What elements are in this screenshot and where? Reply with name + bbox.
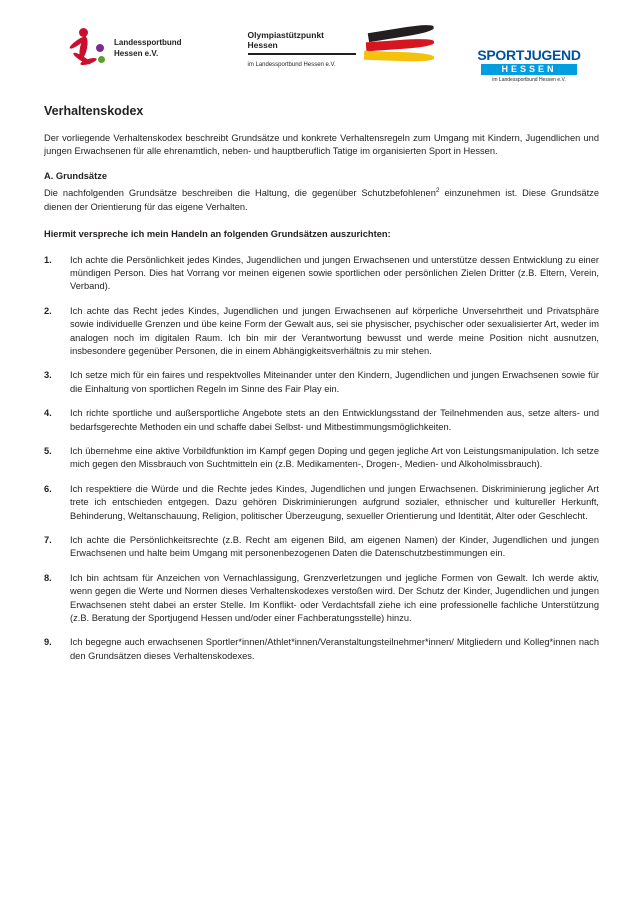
landessportbund-line1: Landessportbund — [114, 38, 182, 47]
list-item — [44, 636, 599, 663]
olympiastuetzpunkt-hessen-logo — [248, 26, 438, 72]
sportjugend-sub: HESSEN — [481, 64, 577, 75]
list-item-number: 9. — [44, 637, 52, 648]
list-item-text: Ich richte sportliche und außersportliche Angebote stets an den Entwicklungsstand der Teilnehmenden aus, setze alters- und bedarfsgerechte Methoden ein und schaffe dabei Selbst- und Mitbestimmungsmöglichkeiten. — [70, 408, 599, 432]
section-a-paragraph — [44, 184, 599, 214]
list-item-number: 7. — [44, 535, 52, 546]
list-item — [44, 572, 599, 626]
german-flag-icon — [364, 26, 438, 70]
landessportbund-line2: Hessen e.V. — [114, 49, 159, 58]
sportjugend-tagline: im Landessportbund Hessen e.V. — [492, 77, 566, 83]
osp-line1: Olympiastützpunkt — [247, 30, 325, 40]
intro-paragraph: Der vorliegende Verhaltenskodex beschreibt Grundsätze und konkrete Verhaltensregeln zum Umgang mit Kindern, Jugendlichen und jungen Erwachsenen für alle ehrenamtlich, neben- und hauptberuflich Tatige im organisierten Sport in Hessen. — [44, 133, 599, 157]
list-item — [44, 305, 599, 359]
document-body — [44, 104, 599, 663]
osp-line2: Hessen — [247, 40, 278, 50]
list-item-number: 8. — [44, 572, 52, 583]
list-item-number: 1. — [44, 254, 52, 265]
landessportbund-hessen-logo — [66, 26, 216, 70]
sportjugend-arcs-icon — [481, 26, 577, 48]
osp-line3: im Landessportbund Hessen e.V. — [247, 62, 336, 68]
principles-list — [44, 254, 599, 664]
section-a-footnote-marker: 2 — [435, 187, 440, 195]
list-item — [44, 445, 599, 472]
list-item — [44, 369, 599, 396]
list-item-text: Ich respektiere die Würde und die Rechte jedes Kindes, Jugendlichen und jungen Erwachsenen. Diskriminierung jeglicher Art trete ich entschieden entgegen. Dazu gehören Diskriminierungen aufgrund sozialer, ethnischer und kultureller Herkunft, Behinderung, Weltanschauung, Religion, politischer Überzeugung, sexueller Orientierung und Identität, Alter oder Geschlecht. — [70, 483, 599, 521]
list-item — [44, 407, 599, 434]
page-title: Verhaltenskodex — [44, 104, 144, 118]
list-item-text: Ich setze mich für ein faires und respektvolles Miteinander unter den Kindern, Jugendlichen und jungen Erwachsenen sowie für die Einhaltung von sportlichen Regeln im Sinne des Fair Play ein. — [70, 370, 599, 394]
list-item-number: 5. — [44, 446, 52, 456]
landessportbund-wordmark — [114, 37, 182, 59]
list-item-text: Ich achte die Persönlichkeitsrechte (z.B. Recht am eigenen Bild, am eigenen Namen) der Kinder, Jugendlichen und jungen Erwachsenen und halte beim Umgang mit personenbezogenen Daten die Datenschutzbestimmungen ein. — [70, 535, 599, 559]
list-item-number: 2. — [44, 305, 52, 316]
list-item — [44, 534, 599, 561]
list-item-text: Ich begegne auch erwachsenen Sportler*innen/Athlet*innen/Veranstaltungsteilnehmer*innen/ Mitgliedern und Kolleg*innen nach den Grundsätzen dieses Verhaltenskodexes. — [70, 637, 599, 661]
list-item-text: Ich bin achtsam für Anzeichen von Vernachlassigung, Grenzverletzungen und jegliche Formen von Gewalt. Ich werde aktiv, wenn gegen die Werte und Normen dieses Verhaltenskodexes verstoßen wird. Der Schutz der Kinder, Jugendlichen und jungen Erwachsenen steht dabei an erster Stelle. Im Konflikt- oder Verdachtsfall ziehe ich eine professionelle fachliche Unterstützung (z.B. Beratung der Sportjugend Hessen und/oder einer Fachberatungsstelle) hinzu. — [70, 572, 599, 624]
list-item — [44, 254, 599, 294]
list-item-number: 4. — [44, 408, 52, 419]
section-a-text-after: einzunehmen ist. Diese Grundsätze dienen der Orientierung für das eigene Verhalten. — [44, 188, 599, 212]
list-item-text: Ich achte die Persönlichkeit jedes Kindes, Jugendlichen und jungen Erwachsenen und unterstütze dessen Entwicklung zu einer mündigen Person. Dies hat Vorrang vor meinen eigenen sowie sportlichen oder persönlichen Zielen Dritter (z.B. Eltern, Verein, Verband). — [70, 254, 599, 292]
list-item-text: Ich achte das Recht jedes Kindes, Jugendlichen und jungen Erwachsenen auf körperliche Unversehrtheit und Privatsphäre sowie individuelle Grenzen und übe keine Form der Gewalt aus, sei sie physischer, psychischer oder sexualisierter Art, weder im analogen noch im digitalen Raum. Ich bin mir der Verantwortung bewusst und werde meine Position nicht ausnutzen, insbesondere gegenüber Personen, die in einem Abhängigkeitsverhältnis zu mir stehen. — [70, 305, 599, 356]
osp-divider — [248, 53, 356, 55]
promise-statement: Hiermit verspreche ich mein Handeln an folgenden Grundsätzen auszurichten: — [44, 229, 391, 240]
sportjugend-wordmark: SPORTJUGEND — [477, 47, 581, 63]
sportjugend-hessen-logo — [469, 26, 589, 83]
section-a-text-before: Die nachfolgenden Grundsätze beschreiben die Haltung, die gegenüber Schutzbefohlenen — [44, 188, 436, 199]
list-item-text: Ich übernehme eine aktive Vorbildfunktion im Kampf gegen Doping und gegen jegliche Art von Leistungsmanipulation. Ich setze mich gegen den Missbrauch von Suchtmitteln ein (z.B. Medikamenten-, Drogen-, Medien- und Alkoholmissbrauch). — [70, 446, 599, 470]
section-a-heading: A. Grundsätze — [44, 170, 108, 181]
list-item-number: 3. — [44, 370, 52, 381]
logo-band — [44, 22, 599, 84]
landessportbund-figure-icon — [66, 26, 108, 70]
list-item — [44, 483, 599, 523]
list-item-number: 6. — [44, 483, 52, 494]
